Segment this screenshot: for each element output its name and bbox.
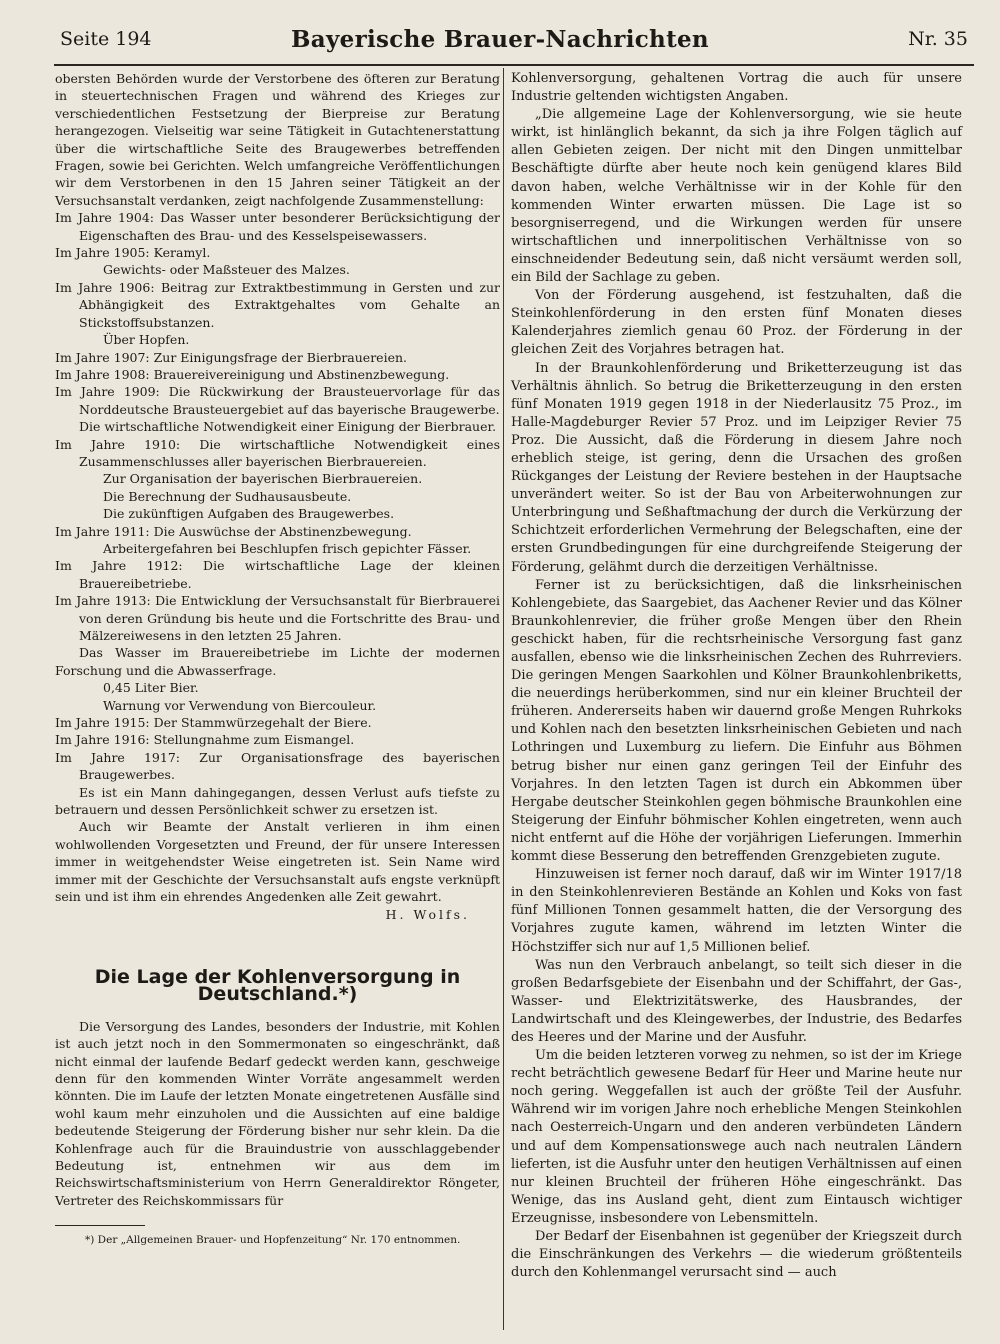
right-paragraph-7: Um die beiden letzteren vorweg zu nehmen, so ist der im Kriege recht beträchtlich gewesene Bedarf für Heer und Marine heute nur noch gering. Weggefallen ist auch der größte Teil der Ausfuhr. Während wir im vorigen Jahre noch erhebliche Mengen Steinkohlen nach Oesterreich-Ungarn und den anderen verbündeten Ländern und auf dem Kompensationswege auch nach neutralen Ländern lieferten, ist die Ausfuhr unter den heutigen Verhältnissen auf einen nur kleinen Bruchteil der früheren Höhe eingeschränkt. Das Wenige, das ins Ausland geht, dient zum Eintausch wichtiger Erzeugnisse, insbesondere von Lebensmitteln.	[511, 1048, 963, 1226]
publication-1911-b: Arbeitergefahren bei Beschlupfen frisch gepichter Fässer.	[103, 540, 472, 556]
article-heading: Die Lage der Kohlenversorgung in Deutschland.*)	[94, 965, 461, 1006]
closing-paragraph-1: Es ist ein Mann dahingegangen, dessen Verlust aufs tiefste zu betrauern und dessen Persönlichkeit schwer zu ersetzen ist.	[55, 784, 500, 818]
publication-1910-b: Zur Organisation der bayerischen Bierbrauereien.	[103, 471, 423, 487]
header-rule	[54, 64, 974, 66]
publication-1907: Im Jahre 1907: Zur Einigungsfrage der Bierbrauereien.	[55, 349, 407, 365]
article-paragraph-1: Die Versorgung des Landes, besonders der Industrie, mit Kohlen ist auch jetzt noch in den Sommermonaten so eingeschränkt, daß nicht einmal der laufende Bedarf gedeckt werden kann, geschweige denn für den kommenden Winter Vorräte angesammelt werden könnten. Die im Laufe der letzten Monate eingetretenen Ausfälle sind wohl kaum mehr einzuholen und die Aussichten auf eine baldige bedeutende Steigerung der Förderung bisher nur sehr klein. Da die Kohlenfrage auch für die Brauindustrie von ausschlaggebender Bedeutung ist, entnehmen wir aus dem im Reichswirtschaftsministerium von Herrn Generaldirektor Röngeter, Vertreter des Reichskommissars für	[55, 1018, 500, 1208]
publication-1904: Im Jahre 1904: Das Wasser unter besonderer Berücksichtigung der Eigenschaften des Brau- und des Kesselspeisewassers.	[55, 210, 500, 243]
publication-1913-c: 0,45 Liter Bier.	[103, 680, 199, 696]
right-paragraph-6: Was nun den Verbrauch anbelangt, so teilt sich dieser in die großen Bedarfsgebiete der Eisenbahn und der Schiffahrt, der Gas-, Wasser- und Elektrizitätswerke, des Hausbrandes, der Landwirtschaft und des Kleingewerbes, der Industrie, des Bedarfes des Heeres und der Marine und der Ausfuhr.	[511, 957, 962, 1045]
closing-paragraph-2: Auch wir Beamte der Anstalt verlieren in ihm einen wohlwollenden Vorgesetzten und Freund, der für unsere Interessen immer in weitgehendster Weise eingetreten ist. Sein Name wird immer mit der Geschichte der Versuchsanstalt aufs engste verknüpft sein und ist ihm ein ehrendes Angedenken alle Zeit gewahrt.	[55, 819, 500, 905]
obituary-intro: obersten Behörden wurde der Verstorbene des öfteren zur Beratung in steuertechnischen Fragen und während des Krieges zur verschiedentlichen Festsetzung der Bierpreise zur Beratung herangezogen. Vielseitig war seine Tätigkeit in Gutachtenerstattung über die wirtschaftliche Seite des Braugewerbes betreffenden Fragen, sowie bei Gerichten. Welch umfangreiche Veröffentlichungen wir dem Verstorbenen in den 15 Jahren seiner Tätigkeit an der Versuchsanstalt verdanken, zeigt nachfolgende Zusammenstellung:	[55, 71, 500, 208]
footnote: *) Der „Allgemeinen Brauer- und Hopfenzeitung“ Nr. 170 entnommen.	[85, 1234, 461, 1247]
publication-1909-b: Die wirtschaftliche Notwendigkeit einer Einigung der Bierbrauer.	[79, 419, 497, 435]
publication-1913-b: Das Wasser im Brauereibetriebe im Lichte der modernen Forschung und die Abwasserfrage.	[55, 645, 500, 678]
publication-1916: Im Jahre 1916: Stellungnahme zum Eismangel.	[55, 732, 355, 748]
right-paragraph-0: Kohlenversorgung, gehaltenen Vortrag die auch für unsere Industrie geltenden wichtigsten Angaben.	[511, 71, 962, 105]
publication-1913-d: Warnung vor Verwendung von Biercouleur.	[103, 697, 377, 713]
right-paragraph-1: „Die allgemeine Lage der Kohlenversorgung, wie sie heute wirkt, ist hinlänglich bekannt, da sich ja ihre Folgen täglich auf allen Gebieten zeigen. Der nicht mit den Dingen unmittelbar Beschäftigte dürfte aber heute noch kein genügend klares Bild davon haben, welche Verhältnisse wir in der Kohle für den kommenden Winter erwarten müssen. Die Lage ist so besorgniserregend, und die Wirkungen werden für unsere wirtschaftlichen und innerpolitischen Verhältnisse von so einschneidender Bedeutung sein, daß nicht versäumt werden soll, ein Bild der Sachlage zu geben.	[511, 107, 962, 286]
right-paragraph-3: In der Braunkohlenförderung und Briketterzeugung ist das Verhältnis ähnlich. So betrug die Briketterzeugung in den ersten fünf Monaten 1919 gegen 1918 in der Niederlausitz 75 Proz., im Halle-Magdeburger Revier 57 Proz. und im Leipziger Revier 75 Proz. Die Aussicht, daß die Förderung in diesem Jahre noch erheblich steige, ist gering, denn die Ursachen des großen Rückganges der Leistung der Reviere bestehen in der Hauptsache unverändert weiter. So ist der Bau von Arbeiterwohnungen zur Unterbringung und Seßhaftmachung der durch die Verkürzung der Schichtzeit erforderlichen Vermehrung der Belegschaften, eine der ersten Grundbedingungen für eine durchgreifende Steigerung der Förderung, gelähmt durch die derzeitigen Verhältnisse.	[511, 360, 962, 575]
right-paragraph-5: Hinzuweisen ist ferner noch darauf, daß wir im Winter 1917/18 in den Steinkohlenrevieren Bestände an Kohlen und Koks von fast fünf Millionen Tonnen gesammelt hatten, die der Versorgung des Vorjahres zugute kamen, während im letzten Winter die Höchstziffer sich nur auf 1,5 Millionen belief.	[511, 867, 962, 955]
column-divider	[503, 68, 504, 1330]
right-paragraph-8: Der Bedarf der Eisenbahnen ist gegenüber der Kriegszeit durch die Einschränkungen des Verkehrs — die wiederum größtenteils durch den Kohlenmangel verursacht sind — auch	[511, 1229, 962, 1281]
publication-1912: Im Jahre 1912: Die wirtschaftliche Lage der kleinen Brauereibetriebe.	[55, 558, 500, 591]
publication-1911: Im Jahre 1911: Die Auswüchse der Abstinenzbewegung.	[55, 523, 412, 539]
publication-title: Bayerische Brauer-Nachrichten	[291, 26, 709, 53]
publication-1906: Im Jahre 1906: Beitrag zur Extraktbestimmung in Gersten und zur Abhängigkeit des Extraktgehaltes vom Gehalte an Stickstoffsubstanzen.	[55, 279, 500, 330]
publication-1910: Im Jahre 1910: Die wirtschaftliche Notwendigkeit eines Zusammenschlusses aller bayerischen Bierbrauereien.	[55, 436, 500, 469]
publication-1906-b: Über Hopfen.	[103, 332, 190, 348]
right-paragraph-4: Ferner ist zu berücksichtigen, daß die linksrheinischen Kohlengebiete, das Saargebiet, das Aachener Revier und das Kölner Braunkohlenrevier, die früher große Mengen über den Rhein geschickt haben, für die rechtsrheinische Versorgung fast ganz ausfallen, ebenso wie die linksrheinischen Zechen des Ruhrreviers. Die geringen Mengen Saarkohlen und Kölner Braunkohlenbriketts, die neuerdings herüberkommen, sind nur ein kleiner Bruchteil der früheren. Andererseits haben wir dauernd große Mengen Ruhrkoks und Kohlen nach den besetzten linksrheinischen Gebieten und nach Lothringen und Luxemburg zu liefern. Die Einfuhr aus Böhmen betrug bisher nur einen ganz geringen Teil der Einfuhr des Vorjahres. In den letzten Tagen ist durch ein Abkommen über Hergabe deutscher Steinkohlen gegen böhmische Braunkohlen eine Steigerung der Einfuhr böhmischer Kohlen eingetreten, wenn auch nicht entfernt auf die Höhe der vorjährigen Lieferungen. Immerhin kommt diese Besserung den betreffenden Grenzgebieten zugute.	[511, 577, 962, 865]
author-signature: H. Wolfs.	[385, 906, 470, 922]
publication-1905-b: Gewichts- oder Maßsteuer des Malzes.	[103, 262, 350, 278]
publication-1913: Im Jahre 1913: Die Entwicklung der Versuchsanstalt für Bierbrauerei von deren Gründung bis heute und die Fortschritte des Brau- und Mälzereiwesens in den letzten 25 Jahren.	[55, 593, 500, 643]
publication-1915: Im Jahre 1915: Der Stammwürzegehalt der Biere.	[55, 715, 372, 731]
page-number: Seite 194	[60, 28, 152, 50]
page-header	[0, 28, 1000, 62]
issue-number: Nr. 35	[908, 28, 968, 50]
publication-1909: Im Jahre 1909: Die Rückwirkung der Brausteuervorlage für das Norddeutsche Brausteuergebiet auf das bayerische Braugewerbe.	[55, 384, 500, 417]
right-paragraph-2: Von der Förderung ausgehend, ist festzuhalten, daß die Steinkohlenförderung in den ersten fünf Monaten dieses Kalenderjahres ziemlich genau 60 Proz. der Förderung in der gleichen Zeit des Vorjahres betragen hat.	[511, 288, 962, 358]
publication-1910-c: Die Berechnung der Sudhausausbeute.	[103, 488, 352, 504]
footnote-rule	[55, 1225, 145, 1226]
publication-1908: Im Jahre 1908: Brauereivereinigung und Abstinenzbewegung.	[55, 366, 450, 382]
left-column	[55, 70, 500, 1340]
right-column	[511, 70, 962, 1340]
publication-1910-d: Die zukünftigen Aufgaben des Braugewerbes.	[103, 506, 395, 522]
publication-1905: Im Jahre 1905: Keramyl.	[55, 245, 211, 261]
publication-1917: Im Jahre 1917: Zur Organisationsfrage des bayerischen Braugewerbes.	[55, 749, 500, 783]
